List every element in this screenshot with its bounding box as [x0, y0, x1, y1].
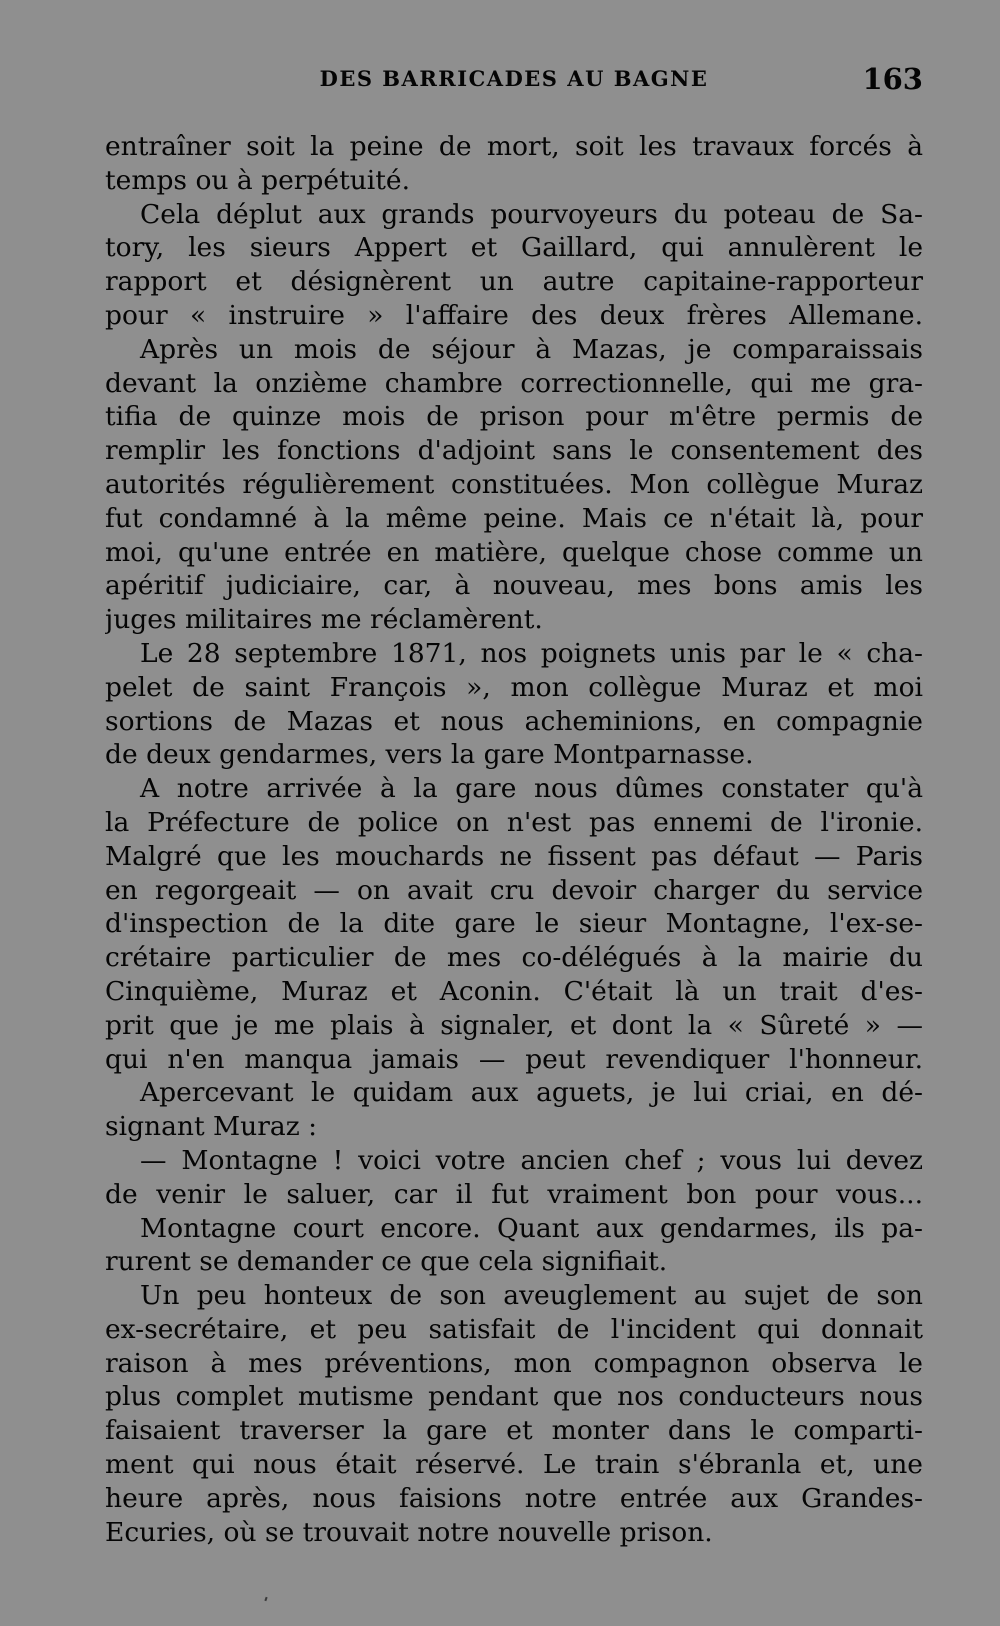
text-line: Montagne court encore. Quant aux gendarmes, ils pa- — [140, 1212, 923, 1244]
text-line: crétaire particulier de mes co-délégués à la mairie du — [105, 942, 923, 974]
text-line: pelet de saint François », mon collègue Muraz et moi — [105, 671, 923, 703]
text-line: Apercevant le quidam aux aguets, je lui criai, en dé- — [140, 1077, 923, 1109]
scan-speck — [264, 1597, 267, 1601]
text-line: moi, qu'une entrée en matière, quelque chose comme un — [105, 536, 923, 568]
text-line: autorités régulièrement constituées. Mon collègue Muraz — [105, 468, 923, 500]
running-head — [105, 62, 923, 102]
text-line: en regorgeait — on avait cru devoir charger du service — [105, 874, 923, 906]
text-line: — Montagne ! voici votre ancien chef ; vous lui devez — [140, 1144, 923, 1176]
text-line: Ecuries, où se trouvait notre nouvelle prison. — [105, 1516, 713, 1548]
text-line: fut condamné à la même peine. Mais ce n'était là, pour — [105, 502, 923, 534]
text-line: ment qui nous était réservé. Le train s'ébranla et, une — [105, 1449, 923, 1481]
text-line: qui n'en manqua jamais — peut revendiquer l'honneur. — [105, 1043, 923, 1075]
page-number: 163 — [862, 62, 923, 96]
text-line: apéritif judiciaire, car, à nouveau, mes bons amis les — [105, 570, 923, 602]
text-line: entraîner soit la peine de mort, soit les travaux forcés à — [105, 131, 923, 162]
text-line: tifia de quinze mois de prison pour m'être permis de — [105, 401, 923, 433]
text-line: d'inspection de la dite gare le sieur Montagne, l'ex-se- — [105, 908, 923, 940]
text-line: raison à mes préventions, mon compagnon observa le — [105, 1347, 923, 1379]
body-text — [105, 130, 923, 1549]
text-line: rurent se demander ce que cela signifiait. — [105, 1246, 668, 1278]
text-line: de venir le saluer, car il fut vraiment bon pour vous... — [105, 1178, 923, 1210]
text-line: remplir les fonctions d'adjoint sans le consentement des — [105, 435, 923, 467]
text-line: prit que je me plais à signaler, et dont la « Sûreté » — — [105, 1009, 923, 1041]
text-line: pour « instruire » l'affaire des deux frères Allemane. — [105, 299, 923, 331]
text-line: juges militaires me réclamèrent. — [105, 604, 543, 636]
text-line: Un peu honteux de son aveuglement au sujet de son — [140, 1280, 923, 1312]
text-line: Le 28 septembre 1871, nos poignets unis par le « cha- — [140, 637, 923, 669]
text-line: la Préfecture de police on n'est pas ennemi de l'ironie. — [105, 806, 923, 838]
text-line: Cinquième, Muraz et Aconin. C'était là un trait d'es- — [105, 975, 923, 1007]
text-line: ex-secrétaire, et peu satisfait de l'incident qui donnait — [105, 1313, 923, 1345]
text-line: Après un mois de séjour à Mazas, je comparaissais — [140, 333, 923, 365]
running-title: DES BARRICADES AU BAGNE — [319, 66, 709, 91]
text-line: faisaient traverser la gare et monter dans le comparti- — [105, 1415, 923, 1447]
text-line: signant Muraz : — [105, 1111, 318, 1143]
text-line: sortions de Mazas et nous acheminions, en compagnie — [105, 705, 923, 737]
text-line: plus complet mutisme pendant que nos conducteurs nous — [105, 1381, 923, 1413]
text-line: heure après, nous faisions notre entrée aux Grandes- — [105, 1482, 923, 1514]
text-line: de deux gendarmes, vers la gare Montparnasse. — [105, 739, 754, 771]
text-line: temps ou à perpétuité. — [105, 164, 411, 196]
text-line: devant la onzième chambre correctionnelle, qui me gra- — [105, 367, 923, 399]
text-line: tory, les sieurs Appert et Gaillard, qui annulèrent le — [105, 232, 923, 264]
text-line: Cela déplut aux grands pourvoyeurs du poteau de Sa- — [140, 198, 923, 230]
text-line: rapport et désignèrent un autre capitaine-rapporteur — [105, 266, 923, 298]
text-line: Malgré que les mouchards ne fissent pas défaut — Paris — [105, 840, 923, 872]
text-line: A notre arrivée à la gare nous dûmes constater qu'à — [140, 773, 923, 805]
